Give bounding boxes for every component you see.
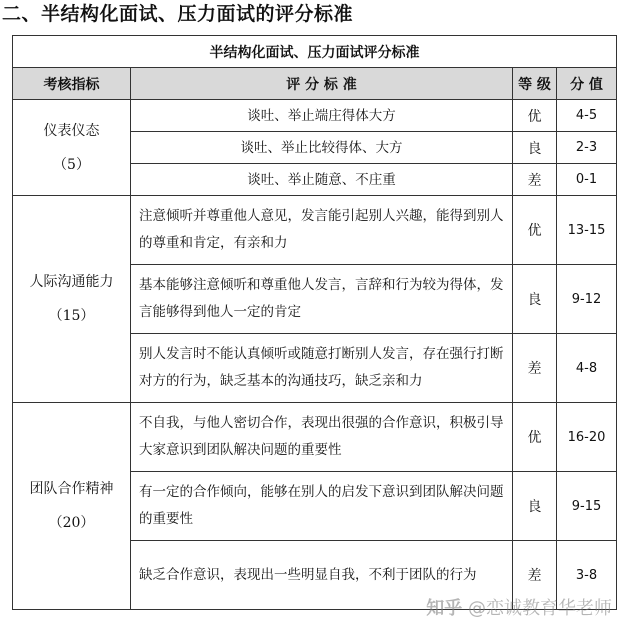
score-cell: 4-5 — [557, 100, 617, 132]
standard-cell: 有一定的合作倾向，能够在别人的启发下意识到团队解决问题的重要性 — [131, 472, 513, 541]
score-cell: 4-8 — [557, 334, 617, 403]
score-cell: 9-15 — [557, 472, 617, 541]
table-row — [13, 196, 617, 265]
standard-cell: 缺乏合作意识，表现出一些明显自我，不利于团队的行为 — [131, 541, 513, 610]
standard-cell: 基本能够注意倾听和尊重他人发言，言辞和行为较为得体，发言能够得到他人一定的肯定 — [131, 265, 513, 334]
grade-cell: 差 — [513, 164, 557, 196]
table-caption: 半结构化面试、压力面试评分标准 — [13, 36, 617, 68]
category-cell — [13, 100, 131, 196]
scoring-table — [12, 35, 617, 610]
category-weight: （5） — [53, 156, 90, 173]
category-weight: （15） — [48, 308, 95, 324]
table-header-row — [13, 68, 617, 100]
header-standard: 评 分 标 准 — [131, 68, 513, 100]
header-category: 考核指标 — [13, 68, 131, 100]
standard-cell: 别人发言时不能认真倾听或随意打断别人发言，存在强行打断对方的行为，缺乏基本的沟通技巧，缺乏亲和力 — [131, 334, 513, 403]
standard-cell: 不自我，与他人密切合作，表现出很强的合作意识，积极引导大家意识到团队解决问题的重要性 — [131, 403, 513, 472]
category-weight: （20） — [48, 515, 95, 531]
table-row — [13, 403, 617, 472]
score-cell: 16-20 — [557, 403, 617, 472]
grade-cell: 优 — [513, 403, 557, 472]
category-name: 仪表仪态 — [43, 122, 100, 139]
score-cell: 9-12 — [557, 265, 617, 334]
header-grade: 等 级 — [513, 68, 557, 100]
category-cell — [13, 196, 131, 403]
category-cell — [13, 403, 131, 610]
grade-cell: 良 — [513, 472, 557, 541]
watermark — [426, 594, 612, 620]
grade-cell: 优 — [513, 196, 557, 265]
score-cell: 3-8 — [557, 541, 617, 610]
standard-cell: 谈吐、举止端庄得体大方 — [131, 100, 513, 132]
table-row — [13, 100, 617, 132]
watermark-author: @恋诚教育华老师 — [468, 598, 612, 619]
category-name: 团队合作精神 — [29, 481, 114, 497]
zhihu-logo: 知乎 — [426, 598, 463, 619]
standard-cell: 谈吐、举止随意、不庄重 — [131, 164, 513, 196]
page-heading: 二、半结构化面试、压力面试的评分标准 — [2, 3, 354, 25]
score-cell: 0-1 — [557, 164, 617, 196]
grade-cell: 良 — [513, 132, 557, 164]
grade-cell: 差 — [513, 334, 557, 403]
grade-cell: 良 — [513, 265, 557, 334]
standard-cell: 谈吐、举止比较得体、大方 — [131, 132, 513, 164]
grade-cell: 差 — [513, 541, 557, 610]
grade-cell: 优 — [513, 100, 557, 132]
header-score: 分 值 — [557, 68, 617, 100]
score-cell: 13-15 — [557, 196, 617, 265]
score-cell: 2-3 — [557, 132, 617, 164]
category-name: 人际沟通能力 — [29, 274, 114, 290]
standard-cell: 注意倾听并尊重他人意见，发言能引起别人兴趣，能得到别人的尊重和肯定，有亲和力 — [131, 196, 513, 265]
